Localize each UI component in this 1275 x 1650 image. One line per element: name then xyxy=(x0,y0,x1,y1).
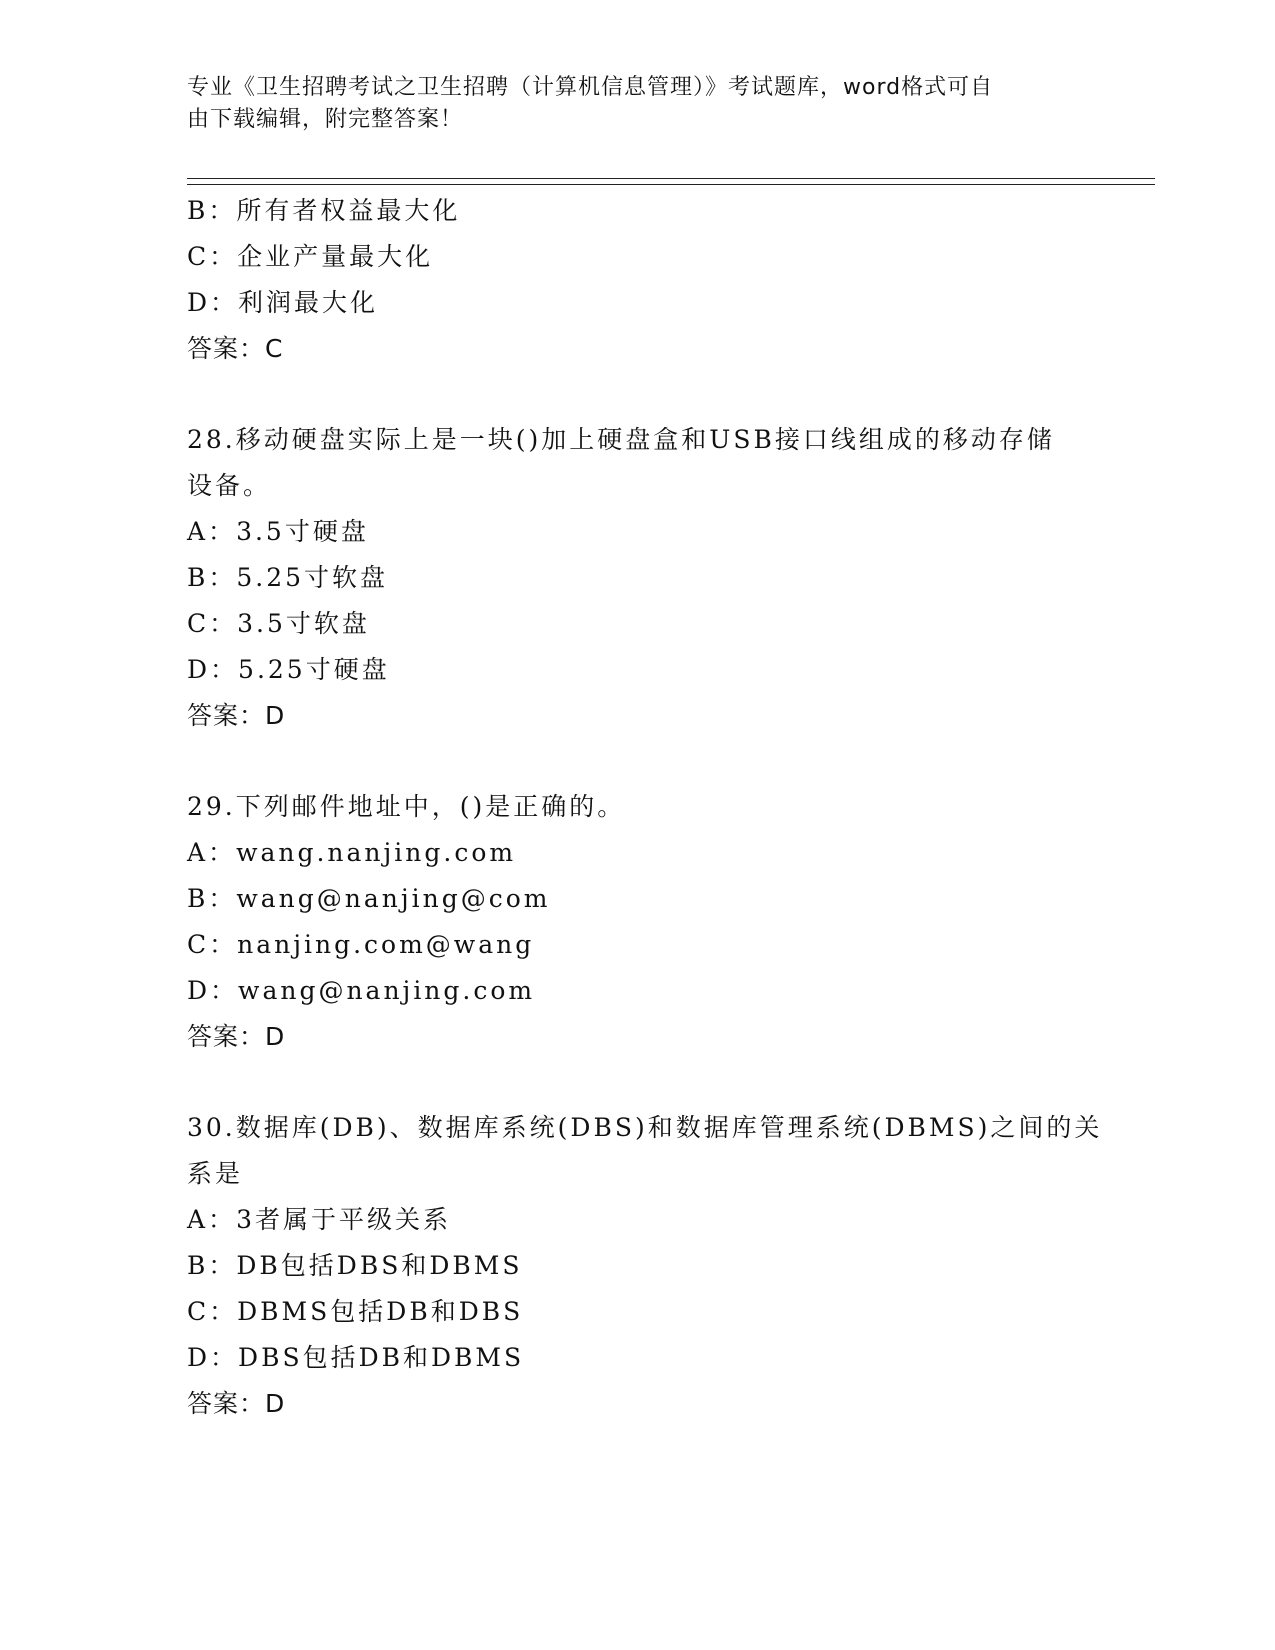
question-stem-cont: 设备。 xyxy=(187,471,272,500)
question-27-tail xyxy=(187,188,1087,372)
option-c: C：3.5寸软盘 xyxy=(187,609,370,638)
header-line-1: 专业《卫生招聘考试之卫生招聘（计算机信息管理）》考试题库，word格式可自 xyxy=(187,75,994,100)
option-c: C：DBMS包括DB和DBS xyxy=(187,1297,524,1326)
question-30 xyxy=(187,1105,1103,1427)
option-d: D：利润最大化 xyxy=(187,288,379,317)
question-stem: 28.移动硬盘实际上是一块()加上硬盘盒和USB接口线组成的移动存储 xyxy=(187,425,1055,454)
spacer xyxy=(187,739,1087,784)
option-d: D：5.25寸硬盘 xyxy=(187,655,390,684)
question-28 xyxy=(187,417,1087,739)
spacer xyxy=(187,372,1087,417)
question-stem-cont: 系是 xyxy=(187,1159,244,1188)
question-29 xyxy=(187,784,1087,1060)
answer: 答案：D xyxy=(187,1389,286,1418)
answer: 答案：C xyxy=(187,334,284,363)
option-a: A：3.5寸硬盘 xyxy=(187,517,369,546)
option-c: C：企业产量最大化 xyxy=(187,242,434,271)
spacer xyxy=(187,1060,1087,1105)
option-d: D：wang@nanjing.com xyxy=(187,976,536,1005)
option-a: A：wang.nanjing.com xyxy=(187,838,517,867)
header-rule-top xyxy=(187,178,1155,179)
option-b: B：5.25寸软盘 xyxy=(187,563,389,592)
option-b: B：wang@nanjing@com xyxy=(187,884,551,913)
option-a: A：3者属于平级关系 xyxy=(187,1205,451,1234)
document-header xyxy=(187,72,1067,136)
option-b: B：DB包括DBS和DBMS xyxy=(187,1251,523,1280)
answer: 答案：D xyxy=(187,701,286,730)
question-stem: 30.数据库(DB)、数据库系统(DBS)和数据库管理系统(DBMS)之间的关 xyxy=(187,1113,1103,1142)
option-c: C：nanjing.com@wang xyxy=(187,930,535,959)
question-content xyxy=(187,188,1103,1427)
question-stem: 29.下列邮件地址中，()是正确的。 xyxy=(187,792,626,821)
answer: 答案：D xyxy=(187,1022,286,1051)
header-rule-bottom xyxy=(187,184,1155,185)
option-b: B：所有者权益最大化 xyxy=(187,196,461,225)
header-line-2: 由下载编辑，附完整答案！ xyxy=(187,107,464,132)
option-d: D：DBS包括DB和DBMS xyxy=(187,1343,525,1372)
